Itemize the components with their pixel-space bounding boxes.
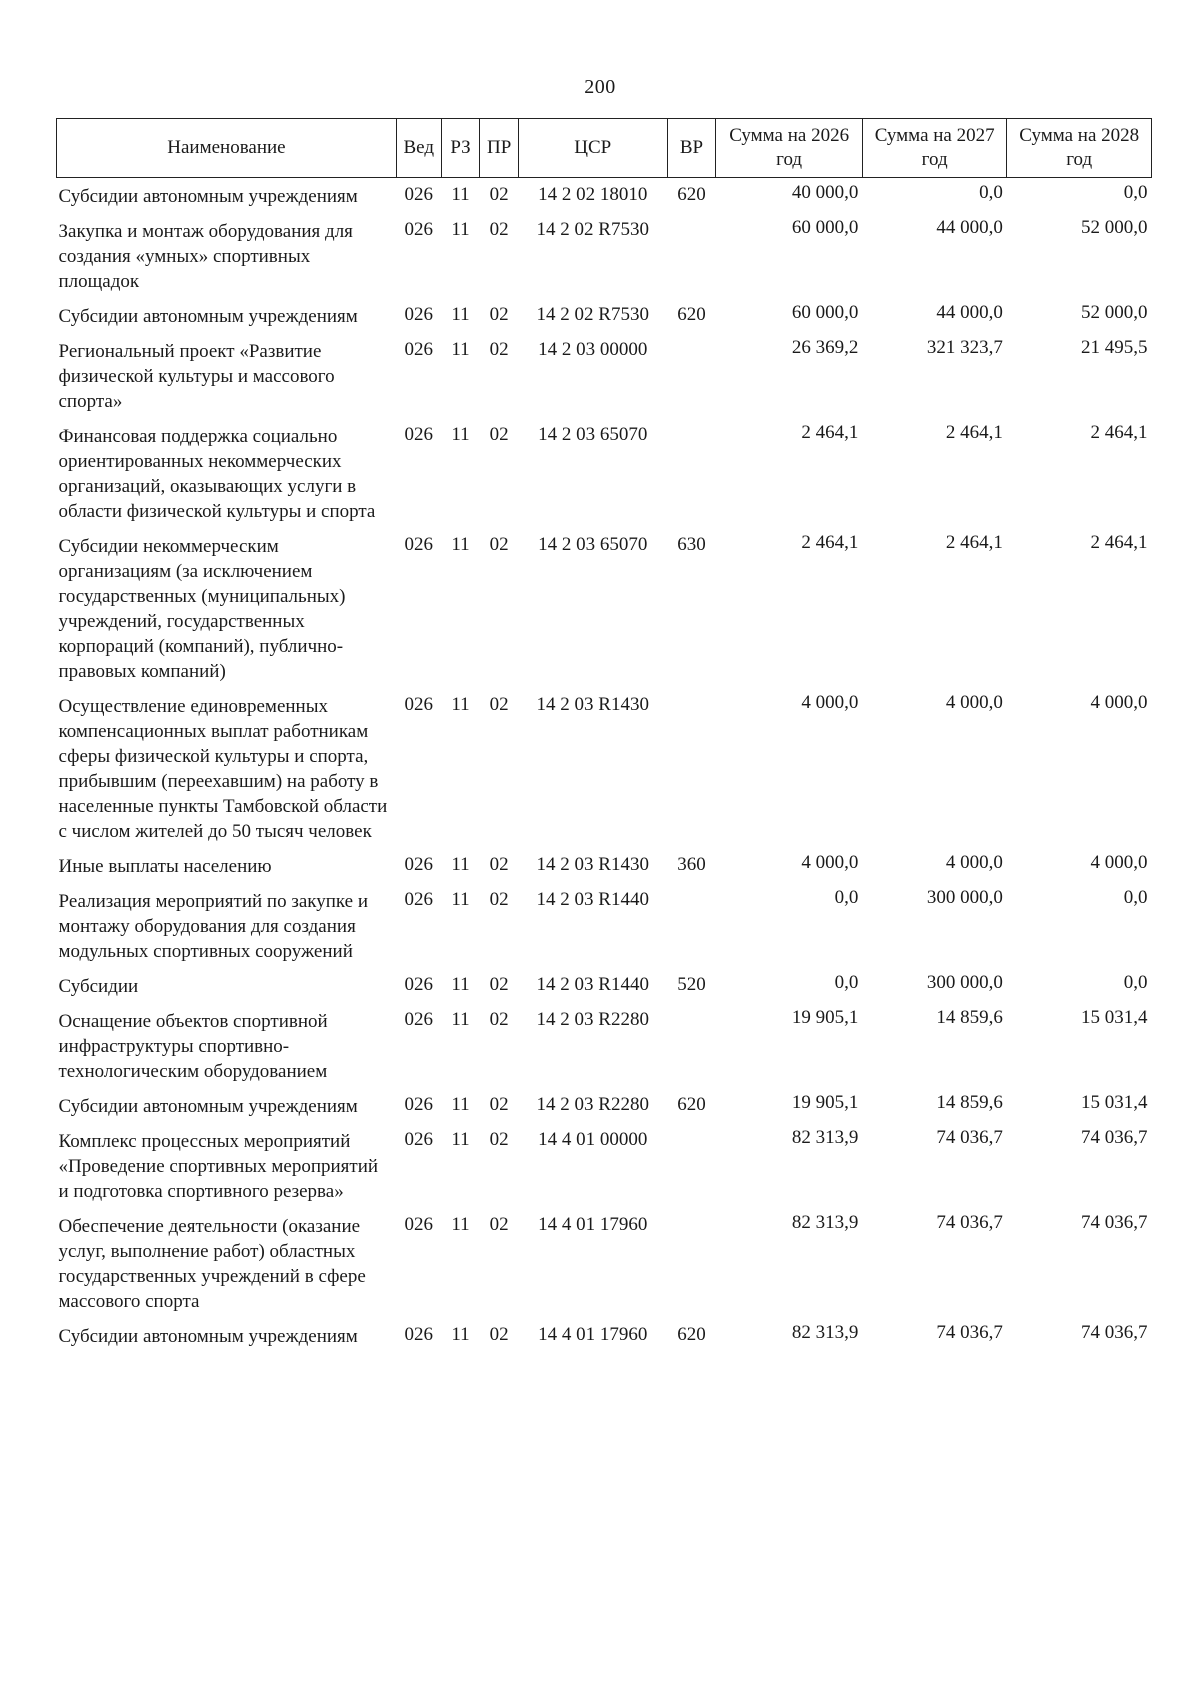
cell-name: Закупка и монтаж оборудования для создания «умных» спортивных площадок xyxy=(58,221,353,292)
cell-ved: 026 xyxy=(404,1094,434,1115)
cell-csr: 14 2 03 65070 xyxy=(538,424,648,445)
table-row xyxy=(57,1318,1152,1353)
cell-sum-2027: 2 464,1 xyxy=(945,532,1003,553)
cell-ved: 026 xyxy=(404,694,434,715)
cell-sum-2027: 300 000,0 xyxy=(926,972,1003,993)
cell-csr: 14 2 02 18010 xyxy=(538,184,648,205)
cell-sum-2026: 19 905,1 xyxy=(791,1007,859,1028)
cell-vr xyxy=(667,213,716,298)
cell-rz: 11 xyxy=(451,339,470,360)
header-pr: ПР xyxy=(480,119,519,178)
cell-ved: 026 xyxy=(404,304,434,325)
cell-sum-2026: 82 313,9 xyxy=(791,1322,859,1343)
cell-csr: 14 2 03 R1430 xyxy=(536,854,649,875)
cell-ved: 026 xyxy=(404,184,434,205)
cell-csr: 14 2 03 R2280 xyxy=(536,1094,649,1115)
header-sum-2028: Сумма на 2028 год xyxy=(1007,119,1152,178)
cell-sum-2026: 19 905,1 xyxy=(791,1092,859,1113)
cell-sum-2028: 4 000,0 xyxy=(1090,692,1148,713)
table-row xyxy=(57,1088,1152,1123)
cell-pr: 02 xyxy=(489,339,509,360)
cell-rz: 11 xyxy=(451,1214,470,1235)
cell-sum-2027: 2 464,1 xyxy=(945,422,1003,443)
cell-pr: 02 xyxy=(489,534,509,555)
cell-vr: 620 xyxy=(677,184,706,205)
header-sum-2026: Сумма на 2026 год xyxy=(716,119,863,178)
cell-ved: 026 xyxy=(404,339,434,360)
header-vr: ВР xyxy=(667,119,716,178)
cell-sum-2026: 40 000,0 xyxy=(791,182,859,203)
cell-ved: 026 xyxy=(404,1214,434,1235)
cell-sum-2026: 60 000,0 xyxy=(791,302,859,323)
cell-name: Субсидии некоммерческим организациям (за исключением государственных (муниципальных) учреждений, государственных корпораций (компаний), публично-правовых компаний) xyxy=(58,536,346,682)
cell-rz: 11 xyxy=(451,694,470,715)
table-row xyxy=(57,688,1152,848)
cell-rz: 11 xyxy=(451,974,470,995)
cell-csr: 14 2 03 R2280 xyxy=(536,1009,649,1030)
cell-csr: 14 2 03 R1440 xyxy=(536,974,649,995)
cell-name: Оснащение объектов спортивной инфраструктуры спортивно-технологическим оборудованием xyxy=(58,1011,328,1082)
cell-pr: 02 xyxy=(489,889,509,910)
cell-name: Региональный проект «Развитие физической культуры и массового спорта» xyxy=(58,341,335,412)
cell-vr xyxy=(667,418,716,528)
cell-sum-2026: 0,0 xyxy=(834,972,859,993)
cell-sum-2028: 21 495,5 xyxy=(1081,337,1148,358)
cell-pr: 02 xyxy=(489,424,509,445)
cell-sum-2027: 74 036,7 xyxy=(936,1212,1003,1233)
page-number: 200 xyxy=(584,76,616,98)
cell-vr xyxy=(667,883,716,968)
cell-name: Субсидии автономным учреждениям xyxy=(58,306,358,327)
table-row xyxy=(57,333,1152,418)
cell-csr: 14 2 03 R1430 xyxy=(536,694,649,715)
cell-sum-2028: 0,0 xyxy=(1123,972,1148,993)
cell-sum-2027: 0,0 xyxy=(979,182,1003,203)
cell-rz: 11 xyxy=(451,219,470,240)
cell-csr: 14 2 03 65070 xyxy=(538,534,648,555)
table-row xyxy=(57,1208,1152,1318)
table-row xyxy=(57,848,1152,883)
cell-name: Комплекс процессных мероприятий «Проведение спортивных мероприятий и подготовка спортивного резерва» xyxy=(58,1131,379,1202)
cell-sum-2028: 15 031,4 xyxy=(1081,1007,1148,1028)
cell-sum-2027: 14 859,6 xyxy=(936,1092,1003,1113)
cell-sum-2028: 2 464,1 xyxy=(1090,532,1148,553)
cell-ved: 026 xyxy=(404,534,434,555)
cell-ved: 026 xyxy=(404,1009,434,1030)
cell-pr: 02 xyxy=(489,1129,509,1150)
cell-sum-2026: 4 000,0 xyxy=(801,852,859,873)
table-row xyxy=(57,178,1152,214)
cell-vr: 620 xyxy=(677,304,706,325)
cell-sum-2027: 4 000,0 xyxy=(945,692,1003,713)
cell-sum-2027: 321 323,7 xyxy=(926,337,1003,358)
table-row xyxy=(57,1123,1152,1208)
cell-sum-2026: 60 000,0 xyxy=(791,217,859,238)
cell-sum-2026: 4 000,0 xyxy=(801,692,859,713)
cell-sum-2027: 300 000,0 xyxy=(926,887,1003,908)
cell-sum-2027: 44 000,0 xyxy=(936,217,1003,238)
cell-sum-2028: 2 464,1 xyxy=(1090,422,1148,443)
cell-sum-2026: 82 313,9 xyxy=(791,1212,859,1233)
cell-pr: 02 xyxy=(489,694,509,715)
table-row xyxy=(57,968,1152,1003)
table-body xyxy=(57,178,1152,1354)
cell-sum-2027: 44 000,0 xyxy=(936,302,1003,323)
cell-rz: 11 xyxy=(451,854,470,875)
cell-sum-2026: 26 369,2 xyxy=(791,337,859,358)
cell-name: Иные выплаты населению xyxy=(58,856,272,877)
cell-csr: 14 4 01 17960 xyxy=(538,1214,648,1235)
cell-pr: 02 xyxy=(489,1214,509,1235)
cell-ved: 026 xyxy=(404,219,434,240)
cell-sum-2028: 0,0 xyxy=(1123,887,1148,908)
cell-ved: 026 xyxy=(404,1324,434,1345)
cell-pr: 02 xyxy=(489,304,509,325)
cell-name: Реализация мероприятий по закупке и монтажу оборудования для создания модульных спортивных сооружений xyxy=(58,891,369,962)
cell-rz: 11 xyxy=(451,1129,470,1150)
cell-rz: 11 xyxy=(451,1094,470,1115)
table-header xyxy=(57,119,1152,178)
table-row xyxy=(57,883,1152,968)
cell-vr: 520 xyxy=(677,974,706,995)
cell-name: Финансовая поддержка социально ориентированных некоммерческих организаций, оказывающих услуги в области физической культуры и спорта xyxy=(58,426,376,522)
cell-vr xyxy=(667,333,716,418)
cell-pr: 02 xyxy=(489,1094,509,1115)
cell-csr: 14 2 03 R1440 xyxy=(536,889,649,910)
cell-vr: 620 xyxy=(677,1094,706,1115)
cell-sum-2028: 52 000,0 xyxy=(1081,217,1148,238)
cell-name: Осуществление единовременных компенсационных выплат работникам сферы физической культуры и спорта, прибывшим (переехавшим) на работу в населенные пункты Тамбовской области с числом жителей до 50 тысяч человек xyxy=(58,696,388,842)
cell-csr: 14 4 01 00000 xyxy=(538,1129,648,1150)
cell-sum-2027: 14 859,6 xyxy=(936,1007,1003,1028)
cell-sum-2028: 52 000,0 xyxy=(1081,302,1148,323)
cell-ved: 026 xyxy=(404,889,434,910)
cell-pr: 02 xyxy=(489,974,509,995)
cell-sum-2026: 2 464,1 xyxy=(801,532,859,553)
cell-name: Субсидии автономным учреждениям xyxy=(58,1096,358,1117)
cell-rz: 11 xyxy=(451,1324,470,1345)
cell-rz: 11 xyxy=(451,424,470,445)
cell-sum-2026: 2 464,1 xyxy=(801,422,859,443)
header-rz: РЗ xyxy=(441,119,480,178)
header-csr: ЦСР xyxy=(518,119,667,178)
table-row xyxy=(57,1003,1152,1088)
cell-ved: 026 xyxy=(404,854,434,875)
cell-pr: 02 xyxy=(489,1324,509,1345)
cell-sum-2028: 74 036,7 xyxy=(1081,1127,1148,1148)
cell-csr: 14 2 02 R7530 xyxy=(536,219,649,240)
cell-pr: 02 xyxy=(489,184,509,205)
table-row xyxy=(57,213,1152,298)
cell-sum-2027: 4 000,0 xyxy=(945,852,1003,873)
cell-pr: 02 xyxy=(489,219,509,240)
cell-sum-2028: 74 036,7 xyxy=(1081,1322,1148,1343)
cell-csr: 14 4 01 17960 xyxy=(538,1324,648,1345)
cell-rz: 11 xyxy=(451,534,470,555)
cell-vr xyxy=(667,1003,716,1088)
cell-rz: 11 xyxy=(451,1009,470,1030)
cell-rz: 11 xyxy=(451,889,470,910)
cell-csr: 14 2 02 R7530 xyxy=(536,304,649,325)
cell-sum-2027: 74 036,7 xyxy=(936,1127,1003,1148)
cell-ved: 026 xyxy=(404,1129,434,1150)
cell-name: Субсидии xyxy=(58,976,139,997)
cell-vr xyxy=(667,688,716,848)
cell-vr xyxy=(667,1208,716,1318)
cell-csr: 14 2 03 00000 xyxy=(538,339,648,360)
header-name: Наименование xyxy=(57,119,397,178)
header-ved: Вед xyxy=(396,119,441,178)
cell-ved: 026 xyxy=(404,974,434,995)
cell-rz: 11 xyxy=(451,184,470,205)
table-row xyxy=(57,528,1152,688)
cell-vr: 620 xyxy=(677,1324,706,1345)
cell-pr: 02 xyxy=(489,854,509,875)
cell-sum-2027: 74 036,7 xyxy=(936,1322,1003,1343)
cell-ved: 026 xyxy=(404,424,434,445)
cell-name: Субсидии автономным учреждениям xyxy=(58,1326,358,1347)
table-row xyxy=(57,418,1152,528)
cell-rz: 11 xyxy=(451,304,470,325)
cell-vr: 630 xyxy=(677,534,706,555)
cell-sum-2028: 15 031,4 xyxy=(1081,1092,1148,1113)
cell-sum-2026: 0,0 xyxy=(834,887,859,908)
cell-sum-2028: 0,0 xyxy=(1123,182,1148,203)
cell-name: Обеспечение деятельности (оказание услуг, выполнение работ) областных государственных учреждений в сфере массового спорта xyxy=(58,1216,366,1312)
cell-sum-2028: 74 036,7 xyxy=(1081,1212,1148,1233)
cell-vr: 360 xyxy=(677,854,706,875)
cell-sum-2026: 82 313,9 xyxy=(791,1127,859,1148)
header-sum-2027: Сумма на 2027 год xyxy=(862,119,1007,178)
budget-table xyxy=(56,118,1152,1353)
cell-vr xyxy=(667,1123,716,1208)
cell-pr: 02 xyxy=(489,1009,509,1030)
cell-sum-2028: 4 000,0 xyxy=(1090,852,1148,873)
cell-name: Субсидии автономным учреждениям xyxy=(58,186,358,207)
table-row xyxy=(57,298,1152,333)
